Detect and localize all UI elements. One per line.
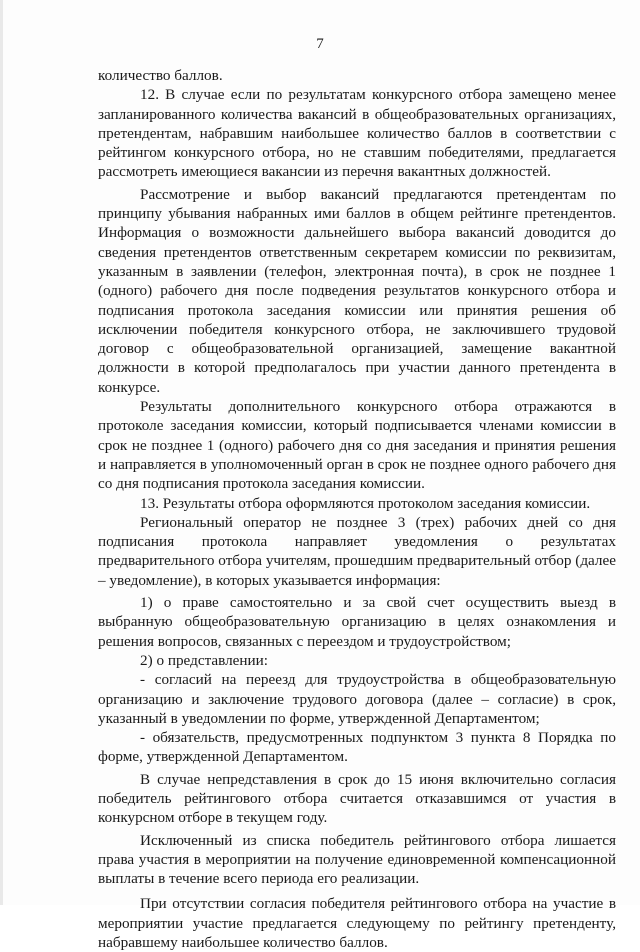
paragraph: Исключенный из списка победитель рейтингового отбора лишается права участия в мероприятии на получение единовременной компенсационной выплаты в течение всего периода его реализации. — [98, 831, 616, 888]
paragraph: 2) о представлении: — [140, 651, 269, 669]
paragraph: 12. В случае если по результатам конкурсного отбора замещено менее запланированного количества вакансий в общеобразовательных организациях, претендентам, набравшим наибольшее количество баллов в соответствии с рейтингом конкурсного отбора, но не ставшим победителями, предлагается рассмотреть имеющиеся вакансии из перечня вакантных должностей. — [98, 86, 616, 181]
paragraph: 13. Результаты отбора оформляются протоколом заседания комиссии. — [140, 494, 591, 512]
paragraph: - обязательств, предусмотренных подпунктом 3 пункта 8 Порядка по форме, утвержденной Департаментом. — [98, 729, 616, 766]
paragraph: - согласий на переезд для трудоустройства в общеобразовательную организацию и заключение трудового договора (далее – согласие) в срок, указанный в уведомлении по форме, утвержденной Департаментом; — [98, 671, 616, 727]
paragraph: Результаты дополнительного конкурсного отбора отражаются в протоколе заседания комиссии, который подписывается членами комиссии в срок не позднее 1 (одного) рабочего дня со дня заседания и принятия решения и направляется в уполномоченный орган в срок не позднее одного рабочего дня со дня подписания протокола заседания комиссии. — [98, 398, 616, 493]
paragraph: В случае непредставления в срок до 15 июня включительно согласия победитель рейтингового отбора считается отказавшимся от участия в конкурсном отборе в текущем году. — [98, 770, 616, 827]
page-number: 7 — [316, 36, 324, 52]
paragraph: количество баллов. — [98, 67, 223, 84]
scan-edge — [0, 0, 3, 905]
paragraph: Рассмотрение и выбор вакансий предлагаются претендентам по принципу убывания набранных ими баллов в общем рейтинге претендентов. Информация о возможности дальнейшего выбора вакансий доводится до сведения претендентов ответственным секретарем комиссии по реквизитам, указанным в заявлении (телефон, электронная почта), в срок не позднее 1 (одного) рабочего дня после подведения результатов конкурсного отбора и подписания протокола заседания комиссии или принятия решения об исключении победителя конкурсного отбора, не заключившего трудовой договор с общеобразовательной организацией, замещение вакантной должности в которой предполагалось при участии данного претендента в конкурсе. — [98, 185, 616, 396]
paragraph: Региональный оператор не позднее 3 (трех) рабочих дней со дня подписания протокола направляет уведомления о результатах предварительного отбора учителям, прошедшим предварительный отбор (далее – уведомление), в которых указывается информация: — [98, 513, 616, 589]
paragraph: При отсутствии согласия победителя рейтингового отбора на участие в мероприятии участие предлагается следующему по рейтингу претенденту, набравшему наибольшее количество баллов. — [98, 895, 616, 952]
body-text — [98, 66, 616, 952]
paragraph: 1) о праве самостоятельно и за свой счет осуществить выезд в выбранную общеобразовательную организацию в целях ознакомления и решения вопросов, связанных с переездом и трудоустройством; — [98, 594, 616, 650]
